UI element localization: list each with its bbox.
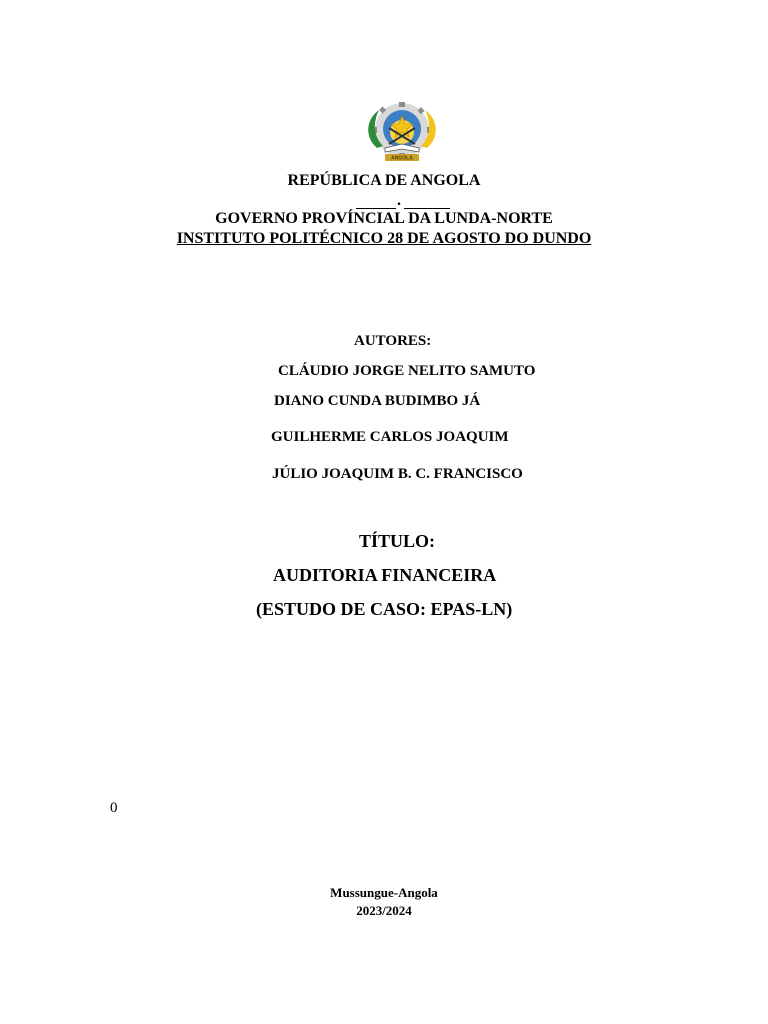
institute-heading: INSTITUTO POLITÉCNICO 28 DE AGOSTO DO DUNDO (176, 230, 592, 247)
footer-place: Mussungue-Angola (330, 885, 438, 900)
emblem-banner-text: ANGOLA (391, 155, 413, 162)
separator-line-left (356, 208, 396, 209)
footer-year: 2023/2024 (356, 903, 412, 918)
author-name: CLÁUDIO JORGE NELITO SAMUTO (278, 363, 536, 379)
page-number: 0 (110, 800, 118, 816)
angola-emblem (355, 102, 449, 164)
title-line-1: AUDITORIA FINANCEIRA (273, 565, 497, 585)
author-name: DIANO CUNDA BUDIMBO JÁ (274, 393, 481, 409)
authors-label: AUTORES: (354, 333, 432, 349)
separator-line-right (404, 208, 450, 209)
government-heading: GOVERNO PROVÍNCIAL DA LUNDA-NORTE (215, 210, 553, 227)
title-label: TÍTULO: (359, 531, 436, 551)
author-name: JÚLIO JOAQUIM B. C. FRANCISCO (272, 466, 523, 482)
author-name: GUILHERME CARLOS JOAQUIM (271, 429, 509, 445)
title-line-2: (ESTUDO DE CASO: EPAS-LN) (256, 599, 513, 619)
republic-heading: REPÚBLICA DE ANGOLA (287, 172, 481, 189)
coat-of-arms-icon (355, 102, 449, 164)
separator-mark: . (397, 192, 401, 209)
